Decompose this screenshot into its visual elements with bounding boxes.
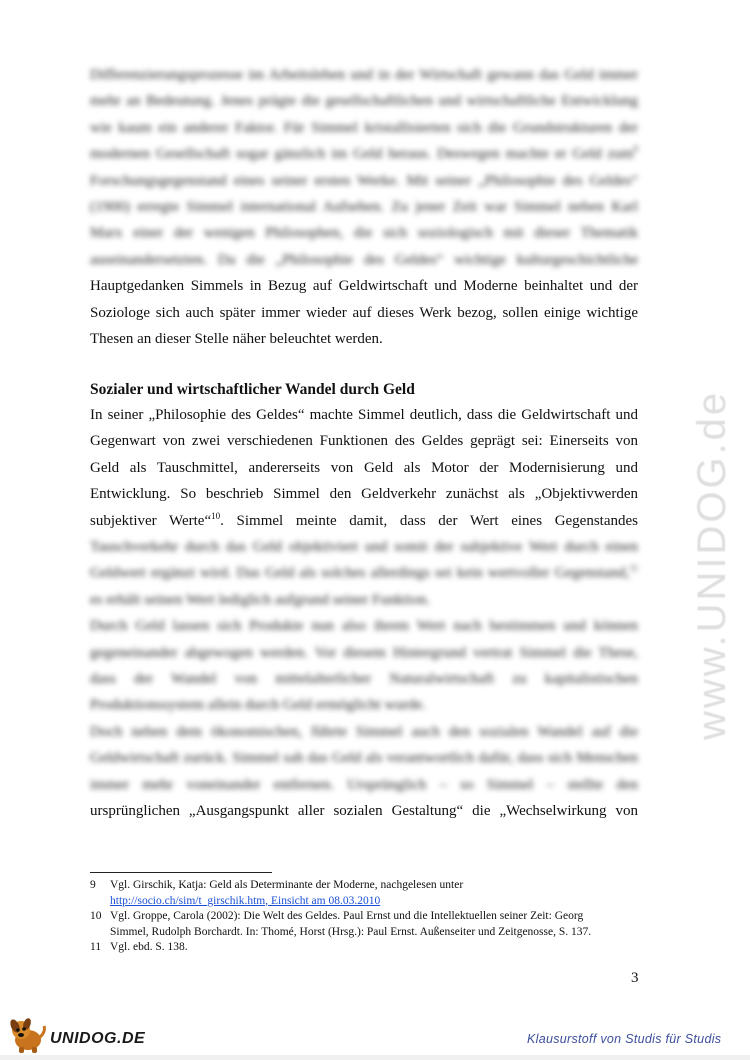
blurred-text-block xyxy=(90,62,638,273)
dog-icon xyxy=(6,1014,48,1054)
blurred-line xyxy=(90,141,638,167)
footnote-link[interactable]: http://socio.ch/sim/t_girschik.htm, Einsicht am 08.03.2010 xyxy=(110,894,381,907)
blurred-line: Geldwirtschaft zurück. Simmel sah das Geld als verantwortlich dafür, dass sich Menschen xyxy=(90,750,638,767)
unidog-logo[interactable] xyxy=(6,1014,145,1054)
blurred-line: mehr an Bedeutung. Jenes prägte die gesellschaftlichen und wirtschaftliche Entwicklung xyxy=(90,93,638,110)
blurred-text-block xyxy=(90,534,638,798)
blurred-line: auseinandersetzten. Da die „Philosophie des Geldes“ wichtige kulturgeschichtliche xyxy=(90,251,638,268)
text-line: Geld als Tauschmittel, andererseits von Geld als Motor der Modernisierung und xyxy=(90,459,638,476)
page-number: 3 xyxy=(631,970,639,986)
text-line: Hauptgedanken Simmels in Bezug auf Geldwirtschaft und Moderne beinhaltet und der xyxy=(90,278,638,295)
blurred-line-text: Geldwert ergänzt wird. Das Geld als solches allerdings sei kein wertvoller Gegenstand, xyxy=(90,565,630,582)
footnotes xyxy=(90,878,650,956)
footnote-number: 9 xyxy=(90,879,96,891)
watermark-text: www.UNIDOG.de xyxy=(690,389,734,740)
text-line: In seiner „Philosophie des Geldes“ machte Simmel deutlich, dass die Geldwirtschaft und xyxy=(90,407,638,423)
footnote-text xyxy=(110,878,650,909)
footnote-item xyxy=(90,909,650,940)
text-segment: subjektiver Werte“ xyxy=(90,512,212,529)
section-heading: Sozialer und wirtschaftlicher Wandel durch Geld xyxy=(90,381,415,398)
footnote-number: 10 xyxy=(90,910,102,922)
footnote-ref: 10 xyxy=(211,510,221,521)
paragraph-intro xyxy=(90,62,638,352)
footnote-line: Simmel, Rudolph Borchardt. In: Thomé, Horst (Hrsg.): Paul Ernst. Außenseiter und Zeitgenosse, S. 137. xyxy=(110,925,592,938)
footnote-ref: 9 xyxy=(633,144,638,155)
blurred-line: Durch Geld lassen sich Produkte nun also ihrem Wert nach bestimmen und können xyxy=(90,618,638,635)
blurred-line: (1900) erregte Simmel international Aufsehen. Zu jener Zeit war Simmel neben Karl xyxy=(90,199,638,216)
blurred-line: dass der Wandel von mittelalterlicher Naturalwirtschaft zu kapitalistischen xyxy=(90,671,638,688)
blurred-line xyxy=(90,560,638,586)
text-line: Thesen an dieser Stelle näher beleuchtet werden. xyxy=(90,331,383,348)
text-line: Entwicklung. So beschrieb Simmel den Geldverkehr zunächst als „Objektivwerden xyxy=(90,486,638,503)
footnote-item xyxy=(90,878,650,909)
footnote-item xyxy=(90,940,650,956)
footer-tagline: Klausurstoff von Studis für Studis xyxy=(527,1032,722,1046)
blurred-line: Marx einer der wenigen Philosophen, die sich soziologisch mit dieser Thematik xyxy=(90,225,638,242)
blurred-line-text: modernen Gesellschaft sogar gänzlich im Geld heraus. Deswegen machte er Geld zum xyxy=(90,146,634,163)
blurred-line: Differenzierungsprozesse im Arbeitsleben und in der Wirtschaft gewann das Geld immer xyxy=(90,67,638,83)
footnote-ref: 11 xyxy=(629,563,638,574)
footer-bar xyxy=(0,1055,750,1060)
paragraph-main xyxy=(90,402,638,825)
footnote-number: 11 xyxy=(90,941,102,953)
blurred-line: Doch neben dem ökonomischen, führte Simmel auch den sozialen Wandel auf die xyxy=(90,723,638,740)
blurred-line: immer mehr voneinander entfernen. Ursprünglich – so Simmel – stellte den xyxy=(90,776,638,793)
blurred-line: wie kaum ein anderer Faktor. Für Simmel kristallisierten sich die Grundstrukturen der xyxy=(90,119,638,136)
text-line: Soziologe sich auch später immer wieder auf dieses Werk bezog, sollen einige wichtige xyxy=(90,304,638,321)
text-line: Gegenwart von zwei verschiedenen Funktionen des Geldes geprägt sei: Einerseits von xyxy=(90,433,638,450)
footnote-text: Vgl. ebd. S. 138. xyxy=(110,941,188,953)
blurred-line: gegeneinander abgewogen werden. Vor diesem Hintergrund vertrat Simmel die These, xyxy=(90,644,638,661)
text-line xyxy=(90,508,638,534)
logo-text: UNIDOG.DE xyxy=(50,1030,146,1047)
blurred-line: Produktionssystem allein durch Geld ermöglicht wurde. xyxy=(90,697,426,714)
footnote-divider xyxy=(90,872,272,873)
blurred-line: Forschungsgegenstand eines seiner ersten Werke. Mit seiner „Philosophie des Geldes“ xyxy=(90,172,638,189)
blurred-line: es erhält seinen Wert lediglich aufgrund seiner Funktion. xyxy=(90,591,431,608)
footnote-text xyxy=(110,909,650,940)
footnote-line: Vgl. Groppe, Carola (2002): Die Welt des Geldes. Paul Ernst und die Intellektuellen seiner Zeit: Georg xyxy=(110,910,584,922)
text-line: ursprünglichen „Ausgangspunkt aller sozialen Gestaltung“ die „Wechselwirkung von xyxy=(90,803,638,820)
blurred-line: Tauschverkehr durch das Geld objektiviert und somit der subjektive Wert durch einen xyxy=(90,539,638,556)
footnote-line: Vgl. Girschik, Katja: Geld als Determinante der Moderne, nachgelesen unter xyxy=(110,879,464,891)
text-segment: . Simmel meinte damit, dass der Wert eines Gegenstandes xyxy=(220,512,638,529)
